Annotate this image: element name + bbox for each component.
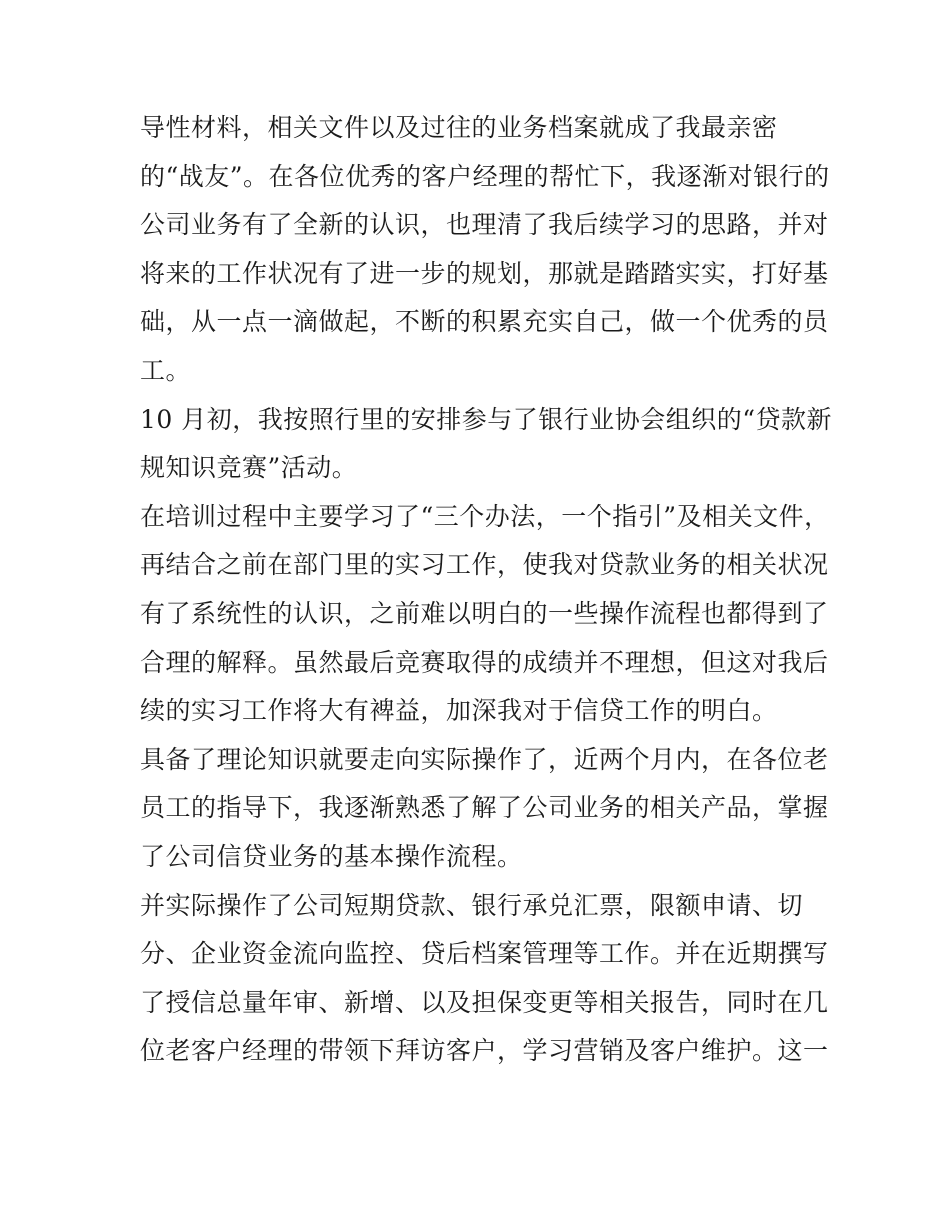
text-line: 础，从一点一滴做起，不断的积累充实自己，做一个优秀的员	[140, 307, 829, 337]
text-line: 有了系统性的认识，之前难以明白的一些操作流程也都得到了	[140, 598, 829, 628]
text-line: 员工的指导下，我逐渐熟悉了解了公司业务的相关产品，掌握	[140, 793, 829, 823]
text-line: 10 月初，我按照行里的安排参与了银行业协会组织的“贷款新	[140, 404, 833, 434]
text-line: 工。	[140, 355, 192, 385]
text-line: 规知识竞赛”活动。	[140, 453, 358, 483]
text-line: 将来的工作状况有了进一步的规划，那就是踏踏实实，打好基	[140, 258, 829, 288]
text-line: 在培训过程中主要学习了“三个办法，一个指引”及相关文件，	[140, 501, 830, 531]
text-line: 再结合之前在部门里的实习工作，使我对贷款业务的相关状况	[140, 550, 829, 580]
text-line: 合理的解释。虽然最后竞赛取得的成绩并不理想，但这对我后	[140, 647, 829, 677]
text-line: 导性材料，相关文件以及过往的业务档案就成了我最亲密	[140, 113, 778, 142]
text-line: 分、企业资金流向监控、贷后档案管理等工作。并在近期撰写	[140, 939, 829, 969]
text-line: 具备了理论知识就要走向实际操作了，近两个月内，在各位老	[140, 744, 829, 774]
text-line: 的“战友”。在各位优秀的客户经理的帮忙下，我逐渐对银行的	[140, 161, 830, 191]
document-body	[140, 104, 833, 1076]
text-line: 公司业务有了全新的认识，也理清了我后续学习的思路，并对	[140, 210, 829, 240]
text-line: 位老客户经理的带领下拜访客户，学习营销及客户维护。这一	[140, 1036, 829, 1066]
text-line: 并实际操作了公司短期贷款、银行承兑汇票，限额申请、切	[140, 890, 804, 920]
text-line: 了公司信贷业务的基本操作流程。	[140, 841, 523, 871]
text-line: 了授信总量年审、新增、以及担保变更等相关报告，同时在几	[140, 987, 829, 1017]
text-line: 续的实习工作将大有裨益，加深我对于信贷工作的明白。	[140, 696, 778, 726]
